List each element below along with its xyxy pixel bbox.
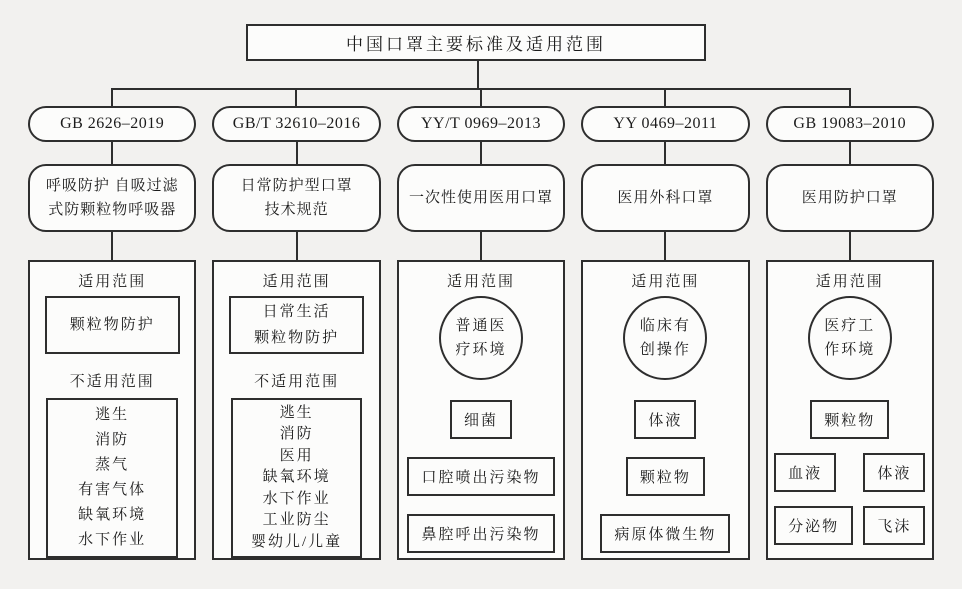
- applicable-line: 颗粒物防护: [69, 316, 155, 333]
- connector-stub-col3: [480, 88, 482, 108]
- connector-line: [296, 142, 298, 164]
- standards-columns: [0, 106, 962, 560]
- connector-stub-col1: [111, 88, 113, 108]
- applicable-heading: 适用范围: [78, 274, 147, 290]
- mask-type-box: [766, 164, 934, 232]
- mask-type-line: 式防颗粒物呼吸器: [48, 202, 177, 218]
- mask-type-box: [581, 164, 749, 232]
- scope-panel: [28, 260, 196, 560]
- applicable-heading: 适用范围: [446, 274, 515, 290]
- connector-line: [664, 142, 666, 164]
- item-box: 体液: [634, 400, 696, 439]
- scope-panel: [766, 260, 934, 560]
- connector-line: [664, 232, 666, 260]
- applicable-heading: 适用范围: [631, 274, 700, 290]
- not-applicable-list: [46, 398, 178, 558]
- list-item: 消防: [279, 426, 314, 442]
- not-applicable-heading: 不适用范围: [254, 373, 340, 390]
- mask-type-line: 医用防护口罩: [801, 190, 898, 206]
- circle-line: 疗环境: [455, 342, 507, 358]
- mask-type-line: 日常防护型口罩: [240, 178, 353, 194]
- standard-badge: GB 2626–2019: [28, 106, 196, 142]
- list-item: 婴幼儿/儿童: [251, 533, 343, 550]
- scope-panel: [397, 260, 565, 560]
- list-item: 水下作业: [262, 490, 331, 507]
- list-item: 缺氧环境: [262, 469, 331, 485]
- list-item: 有害气体: [78, 482, 147, 498]
- applicable-box: [45, 296, 180, 354]
- list-item: 消防: [95, 432, 130, 448]
- scope-circle: [808, 296, 892, 380]
- list-item: 缺氧环境: [78, 507, 147, 523]
- list-item: 医用: [279, 447, 314, 464]
- item-box: 分泌物: [774, 506, 853, 545]
- item-box: 细菌: [450, 400, 512, 439]
- standard-badge: GB 19083–2010: [766, 106, 934, 142]
- item-box: 颗粒物: [626, 457, 705, 496]
- not-applicable-heading: 不适用范围: [69, 374, 155, 390]
- connector-line: [296, 232, 298, 260]
- applicable-box: [229, 296, 364, 354]
- not-applicable-list: [231, 398, 363, 559]
- column-gb-19083: [766, 106, 934, 560]
- item-box: 飞沫: [863, 506, 925, 545]
- item-box: 鼻腔呼出污染物: [407, 514, 554, 553]
- mask-type-box: [28, 164, 196, 232]
- column-yy-0469: [581, 106, 749, 560]
- item-box: 颗粒物: [810, 400, 889, 439]
- circle-line: 临床有: [639, 318, 691, 334]
- scope-panel: [212, 260, 380, 560]
- list-item: 工业防尘: [262, 512, 331, 528]
- connector-line: [849, 232, 851, 260]
- applicable-heading: 适用范围: [815, 274, 884, 290]
- applicable-line: 日常生活: [262, 303, 331, 320]
- column-gbt-32610: [212, 106, 380, 560]
- item-pair-row: [774, 453, 925, 492]
- list-item: 逃生: [279, 404, 314, 421]
- title-box: 中国口罩主要标准及适用范围: [246, 24, 706, 61]
- column-yyt-0969: [397, 106, 565, 560]
- list-item: 蒸气: [95, 457, 130, 473]
- circle-line: 作环境: [824, 342, 876, 358]
- applicable-heading: 适用范围: [262, 274, 331, 290]
- circle-line: 创操作: [639, 342, 691, 358]
- mask-type-box: [397, 164, 565, 232]
- connector-stub-col2: [295, 88, 297, 108]
- connector-stub-col4: [664, 88, 666, 108]
- list-item: 逃生: [95, 407, 130, 423]
- mask-type-line: 技术规范: [264, 202, 329, 218]
- item-box: 血液: [774, 453, 836, 492]
- applicable-line: 颗粒物防护: [254, 329, 340, 346]
- mask-type-box: [212, 164, 380, 232]
- column-gb-2626: [28, 106, 196, 560]
- scope-circle: [439, 296, 523, 380]
- item-box: 体液: [863, 453, 925, 492]
- standard-badge: YY/T 0969–2013: [397, 106, 565, 142]
- standard-badge: YY 0469–2011: [581, 106, 749, 142]
- mask-type-line: 医用外科口罩: [617, 190, 714, 206]
- connector-line: [111, 142, 113, 164]
- scope-panel: [581, 260, 749, 560]
- mask-type-line: 呼吸防护 自吸过滤: [45, 178, 179, 194]
- connector-line: [480, 142, 482, 164]
- connector-line: [111, 232, 113, 260]
- connector-line: [849, 142, 851, 164]
- scope-circle: [623, 296, 707, 380]
- connector-title-vertical: [477, 61, 479, 89]
- item-box: 口腔喷出污染物: [407, 457, 554, 496]
- circle-line: 普通医: [455, 318, 507, 334]
- item-box: 病原体微生物: [600, 514, 730, 553]
- connector-line: [480, 232, 482, 260]
- standard-badge: GB/T 32610–2016: [212, 106, 380, 142]
- list-item: 水下作业: [78, 532, 147, 548]
- mask-type-line: 一次性使用医用口罩: [408, 190, 553, 206]
- circle-line: 医疗工: [824, 318, 876, 334]
- connector-stub-col5: [849, 88, 851, 108]
- item-pair-row: [774, 506, 925, 545]
